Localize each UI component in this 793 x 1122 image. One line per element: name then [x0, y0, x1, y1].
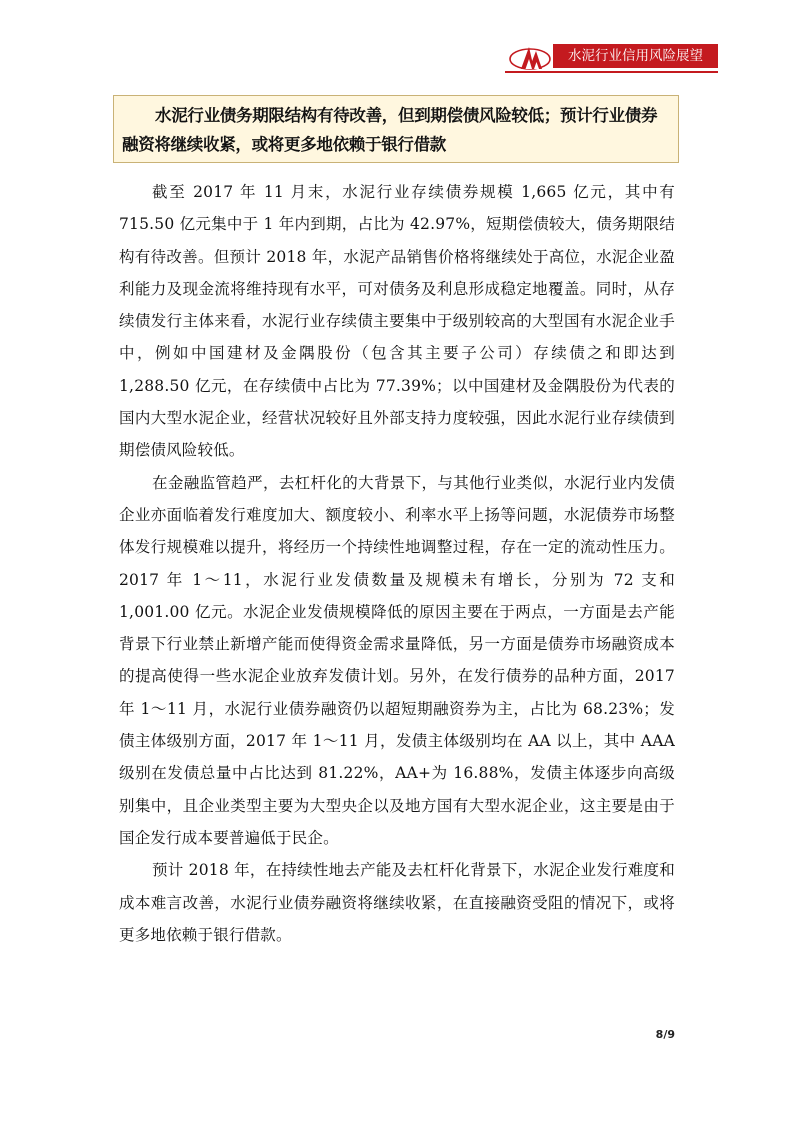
- header-divider: [505, 71, 718, 73]
- summary-callout: [113, 95, 679, 163]
- summary-text: 水泥行业债务期限结构有待改善，但到期偿债风险较低；预计行业债券融资将继续收紧，或将更多地依赖于银行借款: [122, 106, 658, 154]
- report-title: 水泥行业信用风险展望: [553, 44, 718, 68]
- report-header: [505, 40, 718, 74]
- paragraph: 在金融监管趋严，去杠杆化的大背景下，与其他行业类似，水泥行业内发债企业亦面临着发行难度加大、额度较小、利率水平上扬等问题，水泥债券市场整体发行规模难以提升，将经历一个持续性地调整过程，存在一定的流动性压力。2017 年 1～11，水泥行业发债数量及规模未有增长，分别为 72 支和 1,001.00 亿元。水泥企业发债规模降低的原因主要在于两点，一方面是去产能背景下行业禁止新增产能而使得资金需求量降低，另一方面是债券市场融资成本的提高使得一些水泥企业放弃发债计划。另外，在发行债券的品种方面，2017 年 1～11 月，水泥行业债券融资仍以超短期融资券为主，占比为 68.23%；发债主体级别方面，2017 年 1～11 月，发债主体级别均在 AA 以上，其中 AAA 级别在发债总量中占比达到 81.22%，AA+为 16.88%，发债主体逐步向高级别集中，且企业类型主要为大型央企以及地方国有大型水泥企业，这主要是由于国企发行成本要普遍低于民企。: [119, 473, 675, 847]
- double-triangle-logo-icon: [507, 42, 553, 72]
- body-text: [119, 176, 675, 951]
- paragraph: 预计 2018 年，在持续性地去产能及去杠杆化背景下，水泥企业发行难度和成本难言改善，水泥行业债券融资将继续收紧，在直接融资受阻的情况下，或将更多地依赖于银行借款。: [119, 861, 675, 944]
- paragraph: 截至 2017 年 11 月末，水泥行业存续债券规模 1,665 亿元，其中有 715.50 亿元集中于 1 年内到期，占比为 42.97%，短期偿债较大，债务期限结构有待改善。但预计 2018 年，水泥产品销售价格将继续处于高位，水泥企业盈利能力及现金流将维持现有水平，可对债务及利息形成稳定地覆盖。同时，从存续债发行主体来看，水泥行业存续债主要集中于级别较高的大型国有水泥企业手中，例如中国建材及金隅股份（包含其主要子公司）存续债之和即达到 1,288.50 亿元，在存续债中占比为 77.39%；以中国建材及金隅股份为代表的国内大型水泥企业，经营状况较好且外部支持力度较强，因此水泥行业存续债到期偿债风险较低。: [119, 183, 675, 460]
- page-number: 8/9: [655, 1028, 675, 1041]
